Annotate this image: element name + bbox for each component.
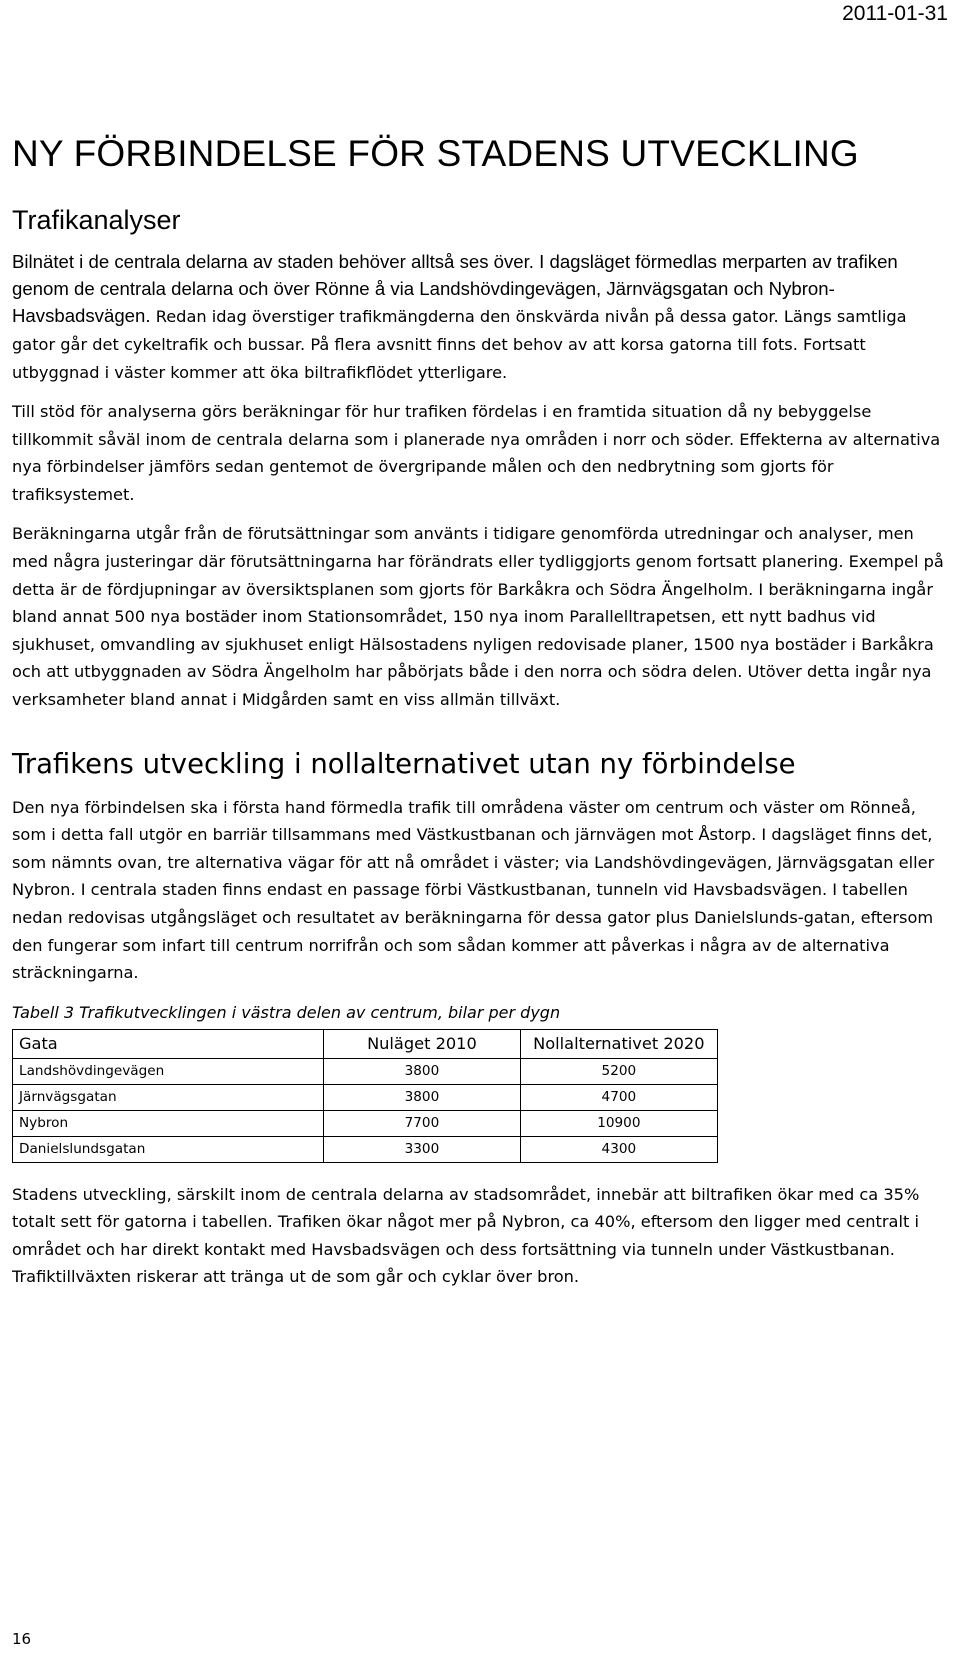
- paragraph-new-connection: Den nya förbindelsen ska i första hand förmedla trafik till områdena väster om centrum och väster om Rönneå, som i detta fall utgör en barriär tillsammans med Västkustbanan och järnvägen mot Åstorp. I dagsläget finns det, som nämnts ovan, tre alternativa vägar för att nå området i väster; via Landshövdingevägen, Järnvägsgatan eller Nybron. I centrala staden finns endast en passage förbi Västkustbanan, tunneln vid Havsbadsvägen. I tabellen nedan redovisas utgångsläget och resultatet av beräkningarna för dessa gator plus Danielslunds-gatan, eftersom den fungerar som infart till centrum norrifrån och som sådan kommer att påverkas i några av de alternativa sträckningarna.: [12, 797, 935, 983]
- table-row: [13, 1136, 718, 1162]
- page-subtitle: Trafikanalyser: [12, 205, 181, 235]
- traffic-table: [12, 1029, 718, 1163]
- cell-2020: 4700: [520, 1084, 717, 1110]
- intro-continuation: Redan idag överstiger trafikmängderna den önskvärda nivån på dessa gator. Längs samtliga gator går det cykeltrafik och bussar. På flera avsnitt finns det behov av att korsa gatorna till fots. Fortsatt utbyggnad i väster kommer att öka biltrafikflödet ytterligare.: [12, 307, 907, 382]
- table-row: [13, 1058, 718, 1084]
- cell-2010: 3300: [324, 1136, 521, 1162]
- page-content: [12, 130, 947, 1291]
- cell-2010: 3800: [324, 1058, 521, 1084]
- cell-2010: 3800: [324, 1084, 521, 1110]
- header-gata: Gata: [13, 1029, 324, 1058]
- page-title: NY FÖRBINDELSE FÖR STADENS UTVECKLING: [12, 133, 859, 174]
- document-date: 2011-01-31: [842, 2, 948, 25]
- header-nulaget: Nuläget 2010: [324, 1029, 521, 1058]
- table-row: [13, 1084, 718, 1110]
- paragraph-analysis-support: Till stöd för analyserna görs beräkningar för hur trafiken fördelas i en framtida situation då ny bebyggelse tillkommit såväl inom de centrala delarna som i planerade nya områden i norr och söder. Effekterna av alternativa nya förbindelser jämförs sedan gentemot de övergripande målen och den nedbrytning som gjorts för trafiksystemet.: [12, 402, 941, 504]
- cell-street: Nybron: [13, 1110, 324, 1136]
- table-row: [13, 1110, 718, 1136]
- intro-text: Bilnätet i de centrala delarna av staden behöver alltså ses över. I dagsläget förmedlas merparten av trafiken genom de centrala delarna och över Rönne å via Landshövdingevägen, Järnvägsgatan och Nybron-Havsbadsvägen.: [12, 251, 898, 326]
- cell-street: Danielslundsgatan: [13, 1136, 324, 1162]
- cell-2020: 10900: [520, 1110, 717, 1136]
- cell-street: Landshövdingevägen: [13, 1058, 324, 1084]
- cell-street: Järnvägsgatan: [13, 1084, 324, 1110]
- page-number: 16: [12, 1630, 32, 1648]
- cell-2020: 4300: [520, 1136, 717, 1162]
- table-header-row: [13, 1029, 718, 1058]
- header-nollalternativet: Nollalternativet 2020: [520, 1029, 717, 1058]
- table-caption: Tabell 3 Trafikutvecklingen i västra delen av centrum, bilar per dygn: [12, 1002, 561, 1022]
- section-heading: Trafikens utveckling i nollalternativet utan ny förbindelse: [12, 747, 796, 780]
- cell-2010: 7700: [324, 1110, 521, 1136]
- paragraph-calculation-assumptions: Beräkningarna utgår från de förutsättningar som använts i tidigare genomförda utredningar och analyser, men med några justeringar där förutsättningarna har förändrats eller tydliggjorts genom fortsatt planering. Exempel på detta är de fördjupningar av översiktsplanen som gjorts för Barkåkra och Södra Ängelholm. I beräkningarna ingår bland annat 500 nya bostäder inom Stationsområdet, 150 nya inom Parallelltrapetsen, ett nytt badhus vid sjukhuset, omvandling av sjukhuset enligt Hälsostadens nyligen redovisade planer, 1500 nya bostäder i Barkåkra och att utbyggnaden av Södra Ängelholm har påbörjats både i den norra och södra delen. Utöver detta ingår nya verksamheter bland annat i Midgården samt en viss allmän tillväxt.: [12, 524, 944, 709]
- cell-2020: 5200: [520, 1058, 717, 1084]
- paragraph-city-development: Stadens utveckling, särskilt inom de centrala delarna av stadsområdet, innebär att biltrafiken ökar med ca 35% totalt sett för gatorna i tabellen. Trafiken ökar något mer på Nybron, ca 40%, eftersom den ligger med centralt i området och har direkt kontakt med Havsbadsvägen och dess fortsättning via tunneln under Västkustbanan. Trafiktillväxten riskerar att tränga ut de som går och cyklar över bron.: [12, 1184, 920, 1287]
- intro-paragraph: [12, 248, 947, 386]
